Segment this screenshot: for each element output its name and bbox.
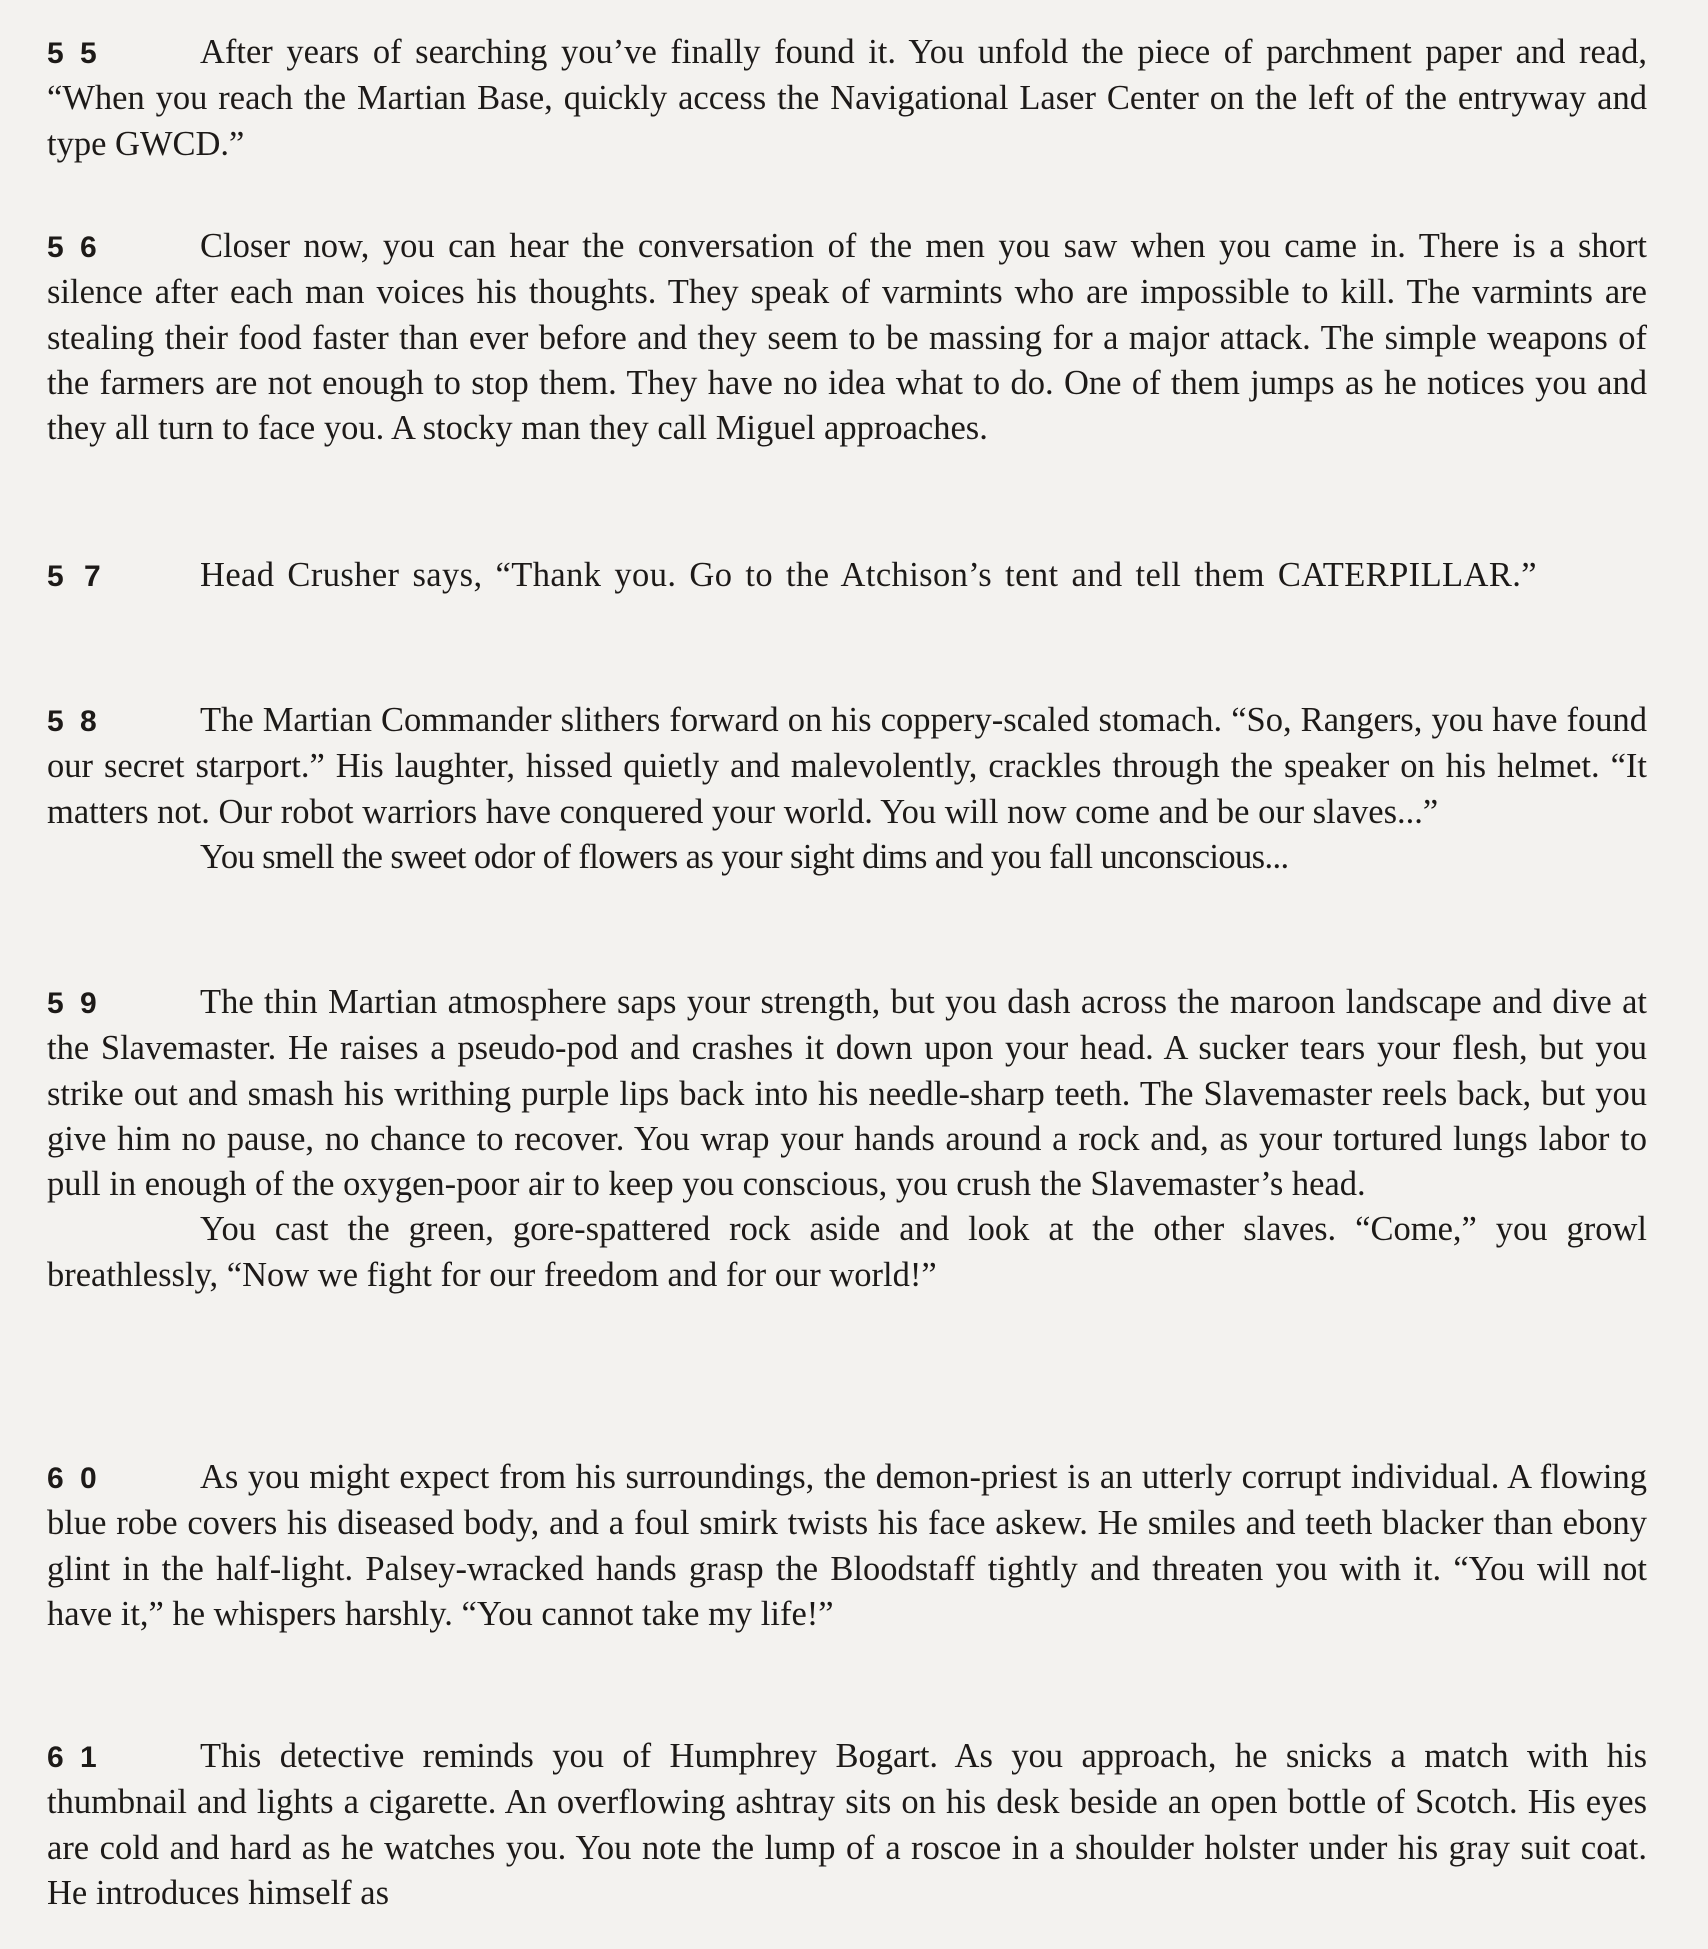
entry-59 (47, 980, 1647, 1298)
entry-60 (47, 1455, 1647, 1637)
entry-paragraph-continued: You smell the sweet odor of flowers as your sight dims and you fall unconscious... (200, 837, 1289, 876)
entry-paragraph (47, 224, 1647, 451)
entry-56 (47, 224, 1647, 451)
entry-paragraph-continued: You cast the green, gore-spattered rock aside and look at the other slaves. “Come,” you growl breathlessly, “Now we fight for our freedom and for our world!” (47, 1210, 1647, 1294)
entry-text: As you might expect from his surroundings, the demon-priest is an utterly corrupt individual. A flowing blue robe covers his diseased body, and a foul smirk twists his face askew. He smiles and teeth blacker than ebony glint in the half-light. Palsey-wracked hands grasp the Bloodstaff tightly and threaten you with it. “You will not have it,” he whispers harshly. “You cannot take my life!” (47, 1458, 1647, 1633)
entry-paragraph (47, 553, 1647, 599)
entry-paragraph (47, 1734, 1647, 1916)
entry-number: 5 8 (47, 705, 101, 738)
entry-text: Closer now, you can hear the conversation of the men you saw when you came in. There is a short silence after each man voices his thoughts. They speak of varmints who are impossible to kill. The varmints are stealing their food faster than ever before and they seem to be massing for a major attack. The simple weapons of the farmers are not enough to stop them. They have no idea what to do. One of them jumps as he notices you and they all turn to face you. A stocky man they call Miguel approaches. (47, 227, 1647, 448)
entry-58 (47, 698, 1647, 880)
entry-number: 5 6 (47, 231, 101, 264)
entry-55 (47, 30, 1647, 167)
entry-paragraph (47, 1455, 1647, 1637)
entry-number: 5 7 (47, 560, 105, 593)
entry-paragraph (47, 980, 1647, 1207)
entry-61 (47, 1734, 1647, 1916)
entry-text: The Martian Commander slithers forward on his coppery-scaled stomach. “So, Rangers, you have found our secret starport.” His laughter, hissed quietly and malevolently, crackles through the speaker on his helmet. “It matters not. Our robot warriors have conquered your world. You will now come and be our slaves...” (47, 701, 1647, 831)
entry-text: After years of searching you’ve finally found it. You unfold the piece of parchment paper and read, “When you reach the Martian Base, quickly access the Navigational Laser Center on the left of the entryway and type GWCD.” (47, 33, 1647, 163)
entry-number: 6 1 (47, 1741, 101, 1774)
entry-text: The thin Martian atmosphere saps your strength, but you dash across the maroon landscape and dive at the Slavemaster. He raises a pseudo-pod and crashes it down upon your head. A sucker tears your flesh, but you strike out and smash his writhing purple lips back into his needle-sharp teeth. The Slavemaster reels back, but you give him no pause, no chance to recover. You wrap your hands around a rock and, as your tortured lungs labor to pull in enough of the oxygen-poor air to keep you conscious, you crush the Slavemaster’s head. (47, 983, 1647, 1204)
entry-number: 6 0 (47, 1462, 101, 1495)
entry-number: 5 5 (47, 37, 101, 70)
entry-number: 5 9 (47, 987, 101, 1020)
entry-paragraph (47, 698, 1647, 835)
entry-text: This detective reminds you of Humphrey Bogart. As you approach, he snicks a match with his thumbnail and lights a cigarette. An overflowing ashtray sits on his desk beside an open bottle of Scotch. His eyes are cold and hard as he watches you. You note the lump of a roscoe in a shoulder holster under his gray suit coat. He introduces himself as (47, 1737, 1647, 1912)
entry-57 (47, 553, 1647, 599)
entry-text: Head Crusher says, “Thank you. Go to the Atchison’s tent and tell them CATERPILLAR.” (200, 556, 1537, 594)
entry-paragraph (47, 30, 1647, 167)
